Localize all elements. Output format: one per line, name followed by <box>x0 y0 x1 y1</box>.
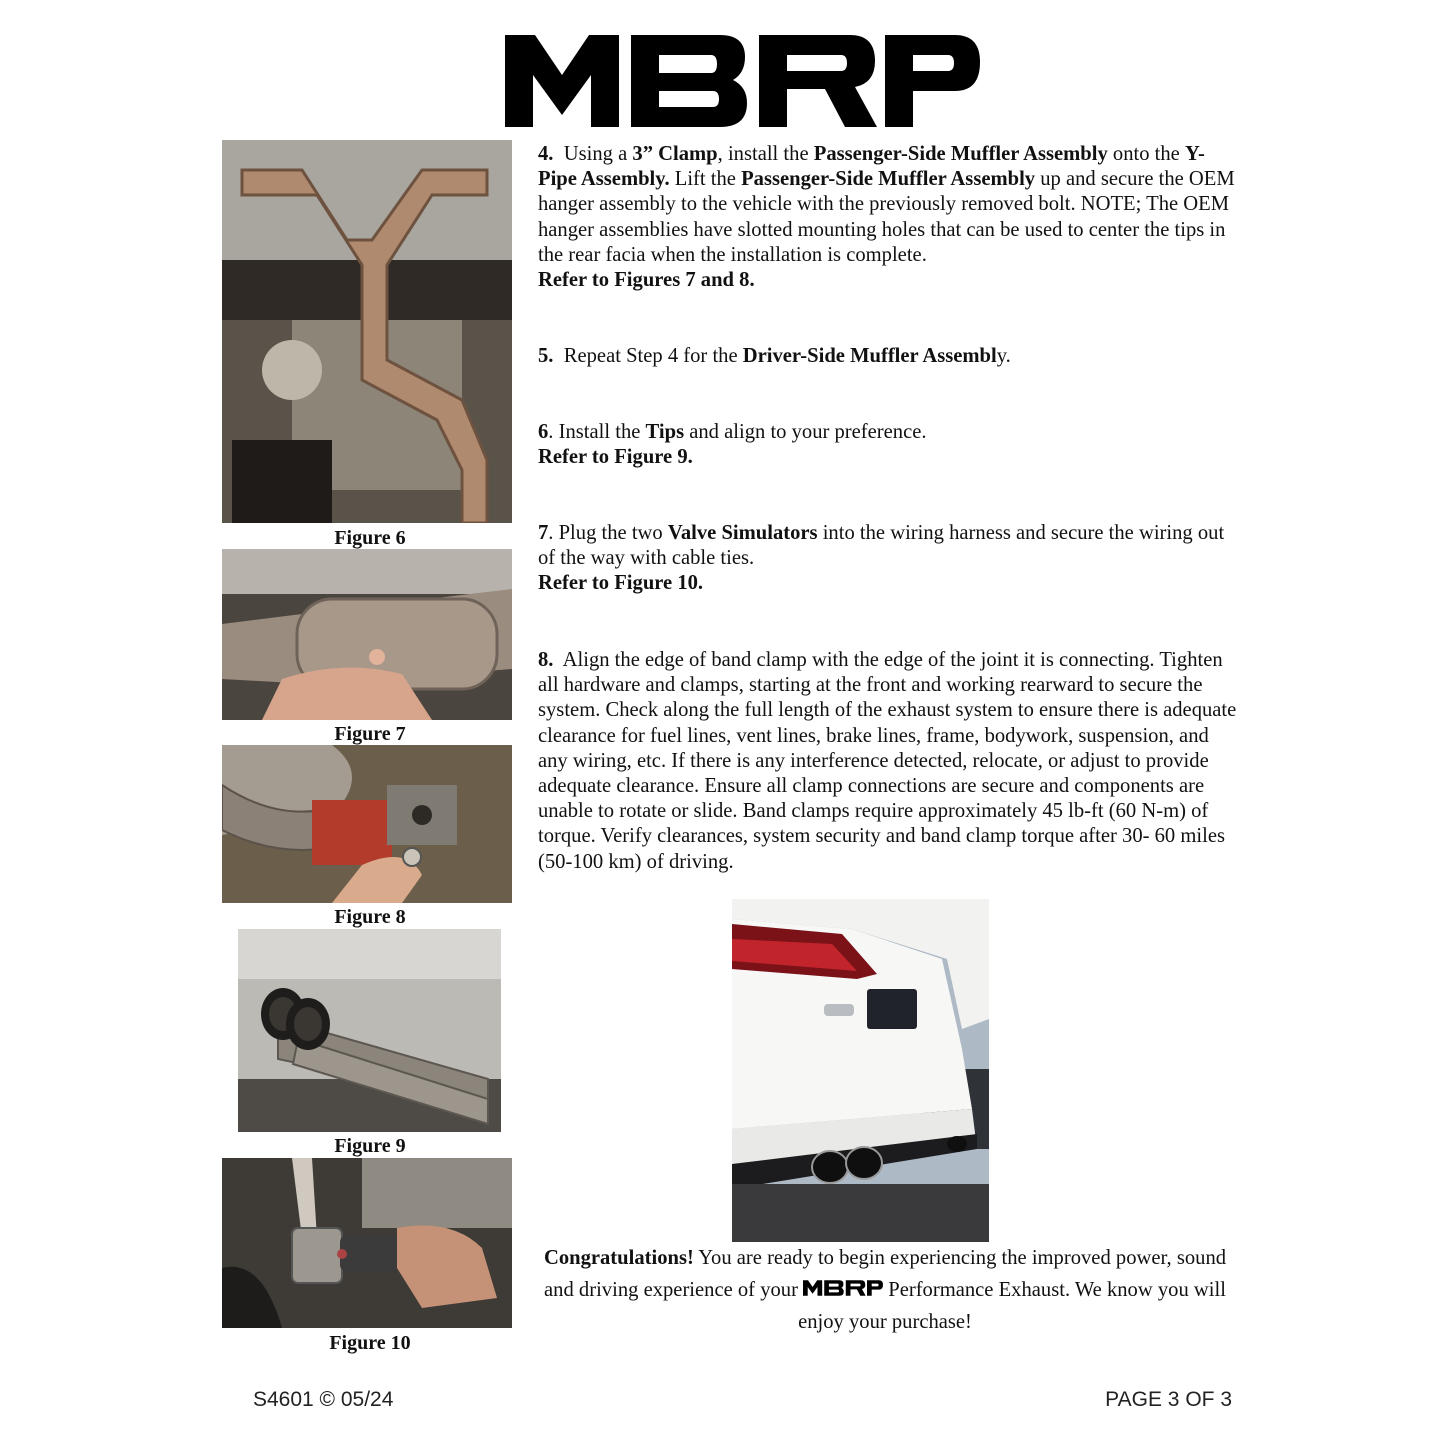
figure-10-caption: Figure 10 <box>329 1332 411 1354</box>
step-8-number: 8. <box>538 649 554 671</box>
step-8-text: Align the edge of band clamp with the edge of the joint it is connecting. Tighten all hardware and clamps, starting at the front and working rearward to secure the system. Check along the full length of the exhaust system to ensure there is adequate clearance for fuel lines, vent lines, brake lines, frame, bodywork, suspension, and any wiring, etc. If there is any interference detected, relocate, or adjust to provide adequate clearance. Ensure all clamp connections are secure and components are unable to rotate or slide. Band clamps require approximately 45 lb-ft (60 N-m) of torque. Verify clearances, system security and band clamp torque after 30- 60 miles (50-100 km) of driving. <box>538 649 1237 873</box>
step-7-number: 7 <box>538 522 549 544</box>
figure-6-photo <box>222 140 512 523</box>
step-7: 7. Plug the two Valve Simulators into the wiring harness and secure the wiring out of the way with cable ties. Refer to Figure 10. <box>538 522 1225 595</box>
step-4-number: 4. <box>538 143 554 165</box>
mbrp-inline-logo <box>803 1279 883 1297</box>
congratulations-heading: Congratulations! <box>543 1247 694 1269</box>
step-5: 5. Repeat Step 4 for the Driver-Side Muffler Assembly. <box>538 345 1011 367</box>
figure-6-caption: Figure 6 <box>334 527 406 549</box>
step-8 <box>538 648 1238 875</box>
step-6-number: 6 <box>538 421 549 443</box>
figure-9-caption: Figure 9 <box>334 1135 406 1157</box>
step-6: 6. Install the Tips and align to your preference. Refer to Figure 9. <box>538 421 927 469</box>
figure-8-caption: Figure 8 <box>334 906 406 928</box>
document-id: S4601 © 05/24 <box>253 1388 394 1411</box>
step-6-reference: Refer to Figure 9. <box>538 446 693 469</box>
mbrp-logo <box>505 35 980 127</box>
figure-10-photo <box>222 1158 512 1328</box>
step-5-number: 5. <box>538 345 554 367</box>
congratulations-message: Congratulations! You are ready to begin experiencing the improved power, sound and driving experience of your Performance Exhaust. We know you will enjoy your purchase! <box>543 1247 1227 1333</box>
step-4: 4. Using a 3” Clamp, install the Passenger-Side Muffler Assembly onto the Y-Pipe Assembly. Lift the Passenger-Side Muffler Assembly up and secure the OEM hanger assembly to the vehicle with the previously removed bolt. NOTE; The OEM hanger assemblies have slotted mounting holes that can be used to center the tips in the rear facia when the installation is complete. Refer to Figures 7 and 8. <box>538 143 1235 292</box>
figure-7-photo <box>222 549 512 720</box>
step-7-reference: Refer to Figure 10. <box>538 572 704 595</box>
page-number: PAGE 3 OF 3 <box>1105 1388 1232 1411</box>
step-4-reference: Refer to Figures 7 and 8. <box>538 269 755 292</box>
car-rear-photo <box>732 899 989 1242</box>
figure-9-photo <box>238 929 501 1132</box>
figure-7-caption: Figure 7 <box>334 723 406 745</box>
figure-8-photo <box>222 745 512 903</box>
